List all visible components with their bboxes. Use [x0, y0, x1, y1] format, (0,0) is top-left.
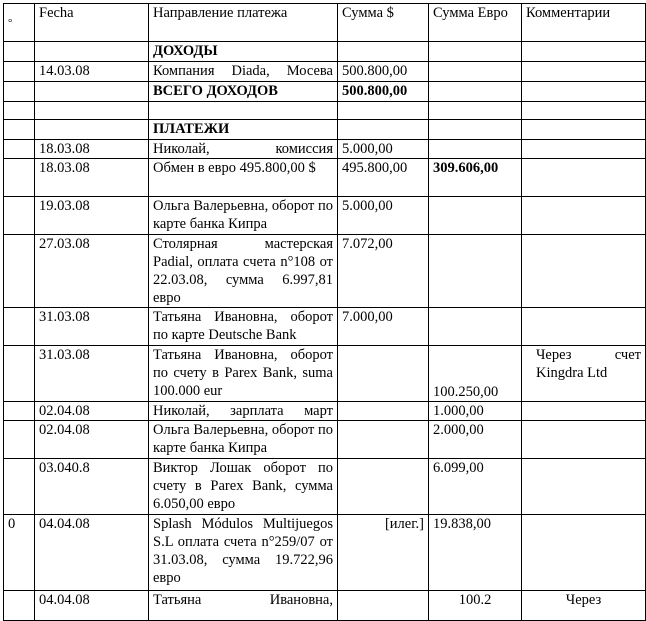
cell-comment — [522, 62, 646, 82]
cell-comment — [522, 197, 646, 235]
table-row — [4, 591, 646, 621]
empty-cell — [429, 120, 522, 140]
empty-cell — [4, 82, 35, 102]
cell-marker — [4, 197, 35, 235]
cell-marker — [4, 459, 35, 515]
cell-date: 02.04.08 — [35, 402, 149, 421]
cell-direction: Татьяна Ивановна, — [149, 591, 338, 621]
empty-cell — [35, 102, 149, 120]
cell-direction: Splash Módulos Multijuegos S.L оплата счета n°259/07 от 31.03.08, сумма 19.722,96 евро — [149, 515, 338, 591]
cell-date: 31.03.08 — [35, 308, 149, 346]
section-row-income — [4, 42, 646, 62]
cell-direction: Ольга Валерьевна, оборот по карте банка Кипра — [149, 421, 338, 459]
cell-usd: 7.072,00 — [338, 235, 429, 308]
payments-ledger-table — [3, 3, 646, 621]
cell-usd: 495.800,00 — [338, 159, 429, 197]
cell-usd — [338, 459, 429, 515]
cell-usd: [илег.] — [338, 515, 429, 591]
cell-usd — [338, 591, 429, 621]
table-row — [4, 140, 646, 159]
empty-cell — [4, 102, 35, 120]
header-sum-eur: Сумма Евро — [429, 4, 522, 42]
cell-comment — [522, 308, 646, 346]
cell-date: 04.04.08 — [35, 515, 149, 591]
total-label: ВСЕГО ДОХОДОВ — [149, 82, 338, 102]
cell-usd: 5.000,00 — [338, 197, 429, 235]
cell-eur — [429, 140, 522, 159]
cell-date: 31.03.08 — [35, 346, 149, 402]
empty-cell — [522, 120, 646, 140]
cell-date: 02.04.08 — [35, 421, 149, 459]
table-row — [4, 346, 646, 402]
cell-usd: 500.800,00 — [338, 62, 429, 82]
cell-date: 27.03.08 — [35, 235, 149, 308]
empty-cell — [4, 120, 35, 140]
empty-cell — [4, 62, 35, 82]
table-row — [4, 459, 646, 515]
cell-direction: Николай, комиссия — [149, 140, 338, 159]
empty-cell — [429, 102, 522, 120]
cell-comment — [522, 140, 646, 159]
cell-marker — [4, 346, 35, 402]
cell-eur: 1.000,00 — [429, 402, 522, 421]
empty-cell — [429, 82, 522, 102]
cell-eur — [429, 235, 522, 308]
table-row — [4, 308, 646, 346]
table-row — [4, 235, 646, 308]
cell-direction: Николай, зарплата март — [149, 402, 338, 421]
cell-eur: 6.099,00 — [429, 459, 522, 515]
header-sum-usd: Сумма $ — [338, 4, 429, 42]
cell-direction: Татьяна Ивановна, оборот по карте Deutsche Bank — [149, 308, 338, 346]
cell-date: 03.040.8 — [35, 459, 149, 515]
cell-comment — [522, 515, 646, 591]
cell-marker — [4, 421, 35, 459]
cell-usd — [338, 402, 429, 421]
cell-direction: Компания Diada, Мосева — [149, 62, 338, 82]
cell-marker — [4, 591, 35, 621]
table-row — [4, 515, 646, 591]
cell-marker — [4, 159, 35, 197]
table-header-row — [4, 4, 646, 42]
empty-cell — [338, 102, 429, 120]
cell-marker — [4, 308, 35, 346]
empty-cell — [35, 120, 149, 140]
empty-cell — [338, 120, 429, 140]
cell-comment — [522, 235, 646, 308]
cell-direction: Столярная мастерская Padial, оплата счета n°108 от 22.03.08, сумма 6.997,81 евро — [149, 235, 338, 308]
section-title-payments: ПЛАТЕЖИ — [149, 120, 338, 140]
cell-eur: 19.838,00 — [429, 515, 522, 591]
table-row — [4, 197, 646, 235]
empty-cell — [429, 42, 522, 62]
cell-marker — [4, 402, 35, 421]
header-direction: Направление платежа — [149, 4, 338, 42]
header-marker: ° — [4, 4, 35, 42]
blank-row — [4, 102, 646, 120]
cell-comment — [522, 402, 646, 421]
cell-comment — [522, 459, 646, 515]
section-title-income: ДОХОДЫ — [149, 42, 338, 62]
cell-eur: 309.606,00 — [429, 159, 522, 197]
cell-eur — [429, 308, 522, 346]
empty-cell — [522, 82, 646, 102]
empty-cell — [35, 82, 149, 102]
cell-eur — [429, 197, 522, 235]
cell-usd: 5.000,00 — [338, 140, 429, 159]
cell-comment — [522, 421, 646, 459]
section-row-payments — [4, 120, 646, 140]
header-comments: Комментарии — [522, 4, 646, 42]
total-row-income — [4, 82, 646, 102]
empty-cell — [522, 42, 646, 62]
empty-cell — [522, 102, 646, 120]
cell-comment — [522, 159, 646, 197]
cell-eur: 100.250,00 — [429, 346, 522, 402]
cell-date: 04.04.08 — [35, 591, 149, 621]
cell-direction: Виктор Лошак оборот по счету в Parex Bank, сумма 6.050,00 евро — [149, 459, 338, 515]
cell-usd — [338, 346, 429, 402]
cell-date: 14.03.08 — [35, 62, 149, 82]
cell-date: 18.03.08 — [35, 159, 149, 197]
header-date: Fecha — [35, 4, 149, 42]
cell-eur: 100.2 — [429, 591, 522, 621]
cell-direction: Ольга Валерьевна, оборот по карте банка Кипра — [149, 197, 338, 235]
cell-marker — [4, 235, 35, 308]
cell-marker: 0 — [4, 515, 35, 591]
total-usd: 500.800,00 — [338, 82, 429, 102]
empty-cell — [4, 42, 35, 62]
table-row — [4, 159, 646, 197]
cell-direction: Обмен в евро 495.800,00 $ — [149, 159, 338, 197]
empty-cell — [149, 102, 338, 120]
cell-date: 19.03.08 — [35, 197, 149, 235]
cell-eur — [429, 62, 522, 82]
cell-eur: 2.000,00 — [429, 421, 522, 459]
cell-direction: Татьяна Ивановна, оборот по счету в Parex Bank, suma 100.000 eur — [149, 346, 338, 402]
cell-usd — [338, 421, 429, 459]
empty-cell — [35, 42, 149, 62]
table-row — [4, 421, 646, 459]
cell-usd: 7.000,00 — [338, 308, 429, 346]
empty-cell — [338, 42, 429, 62]
table-row — [4, 62, 646, 82]
cell-date: 18.03.08 — [35, 140, 149, 159]
cell-comment: Через — [522, 591, 646, 621]
table-row — [4, 402, 646, 421]
cell-marker — [4, 140, 35, 159]
cell-comment: Через счет Kingdra Ltd — [522, 346, 646, 402]
